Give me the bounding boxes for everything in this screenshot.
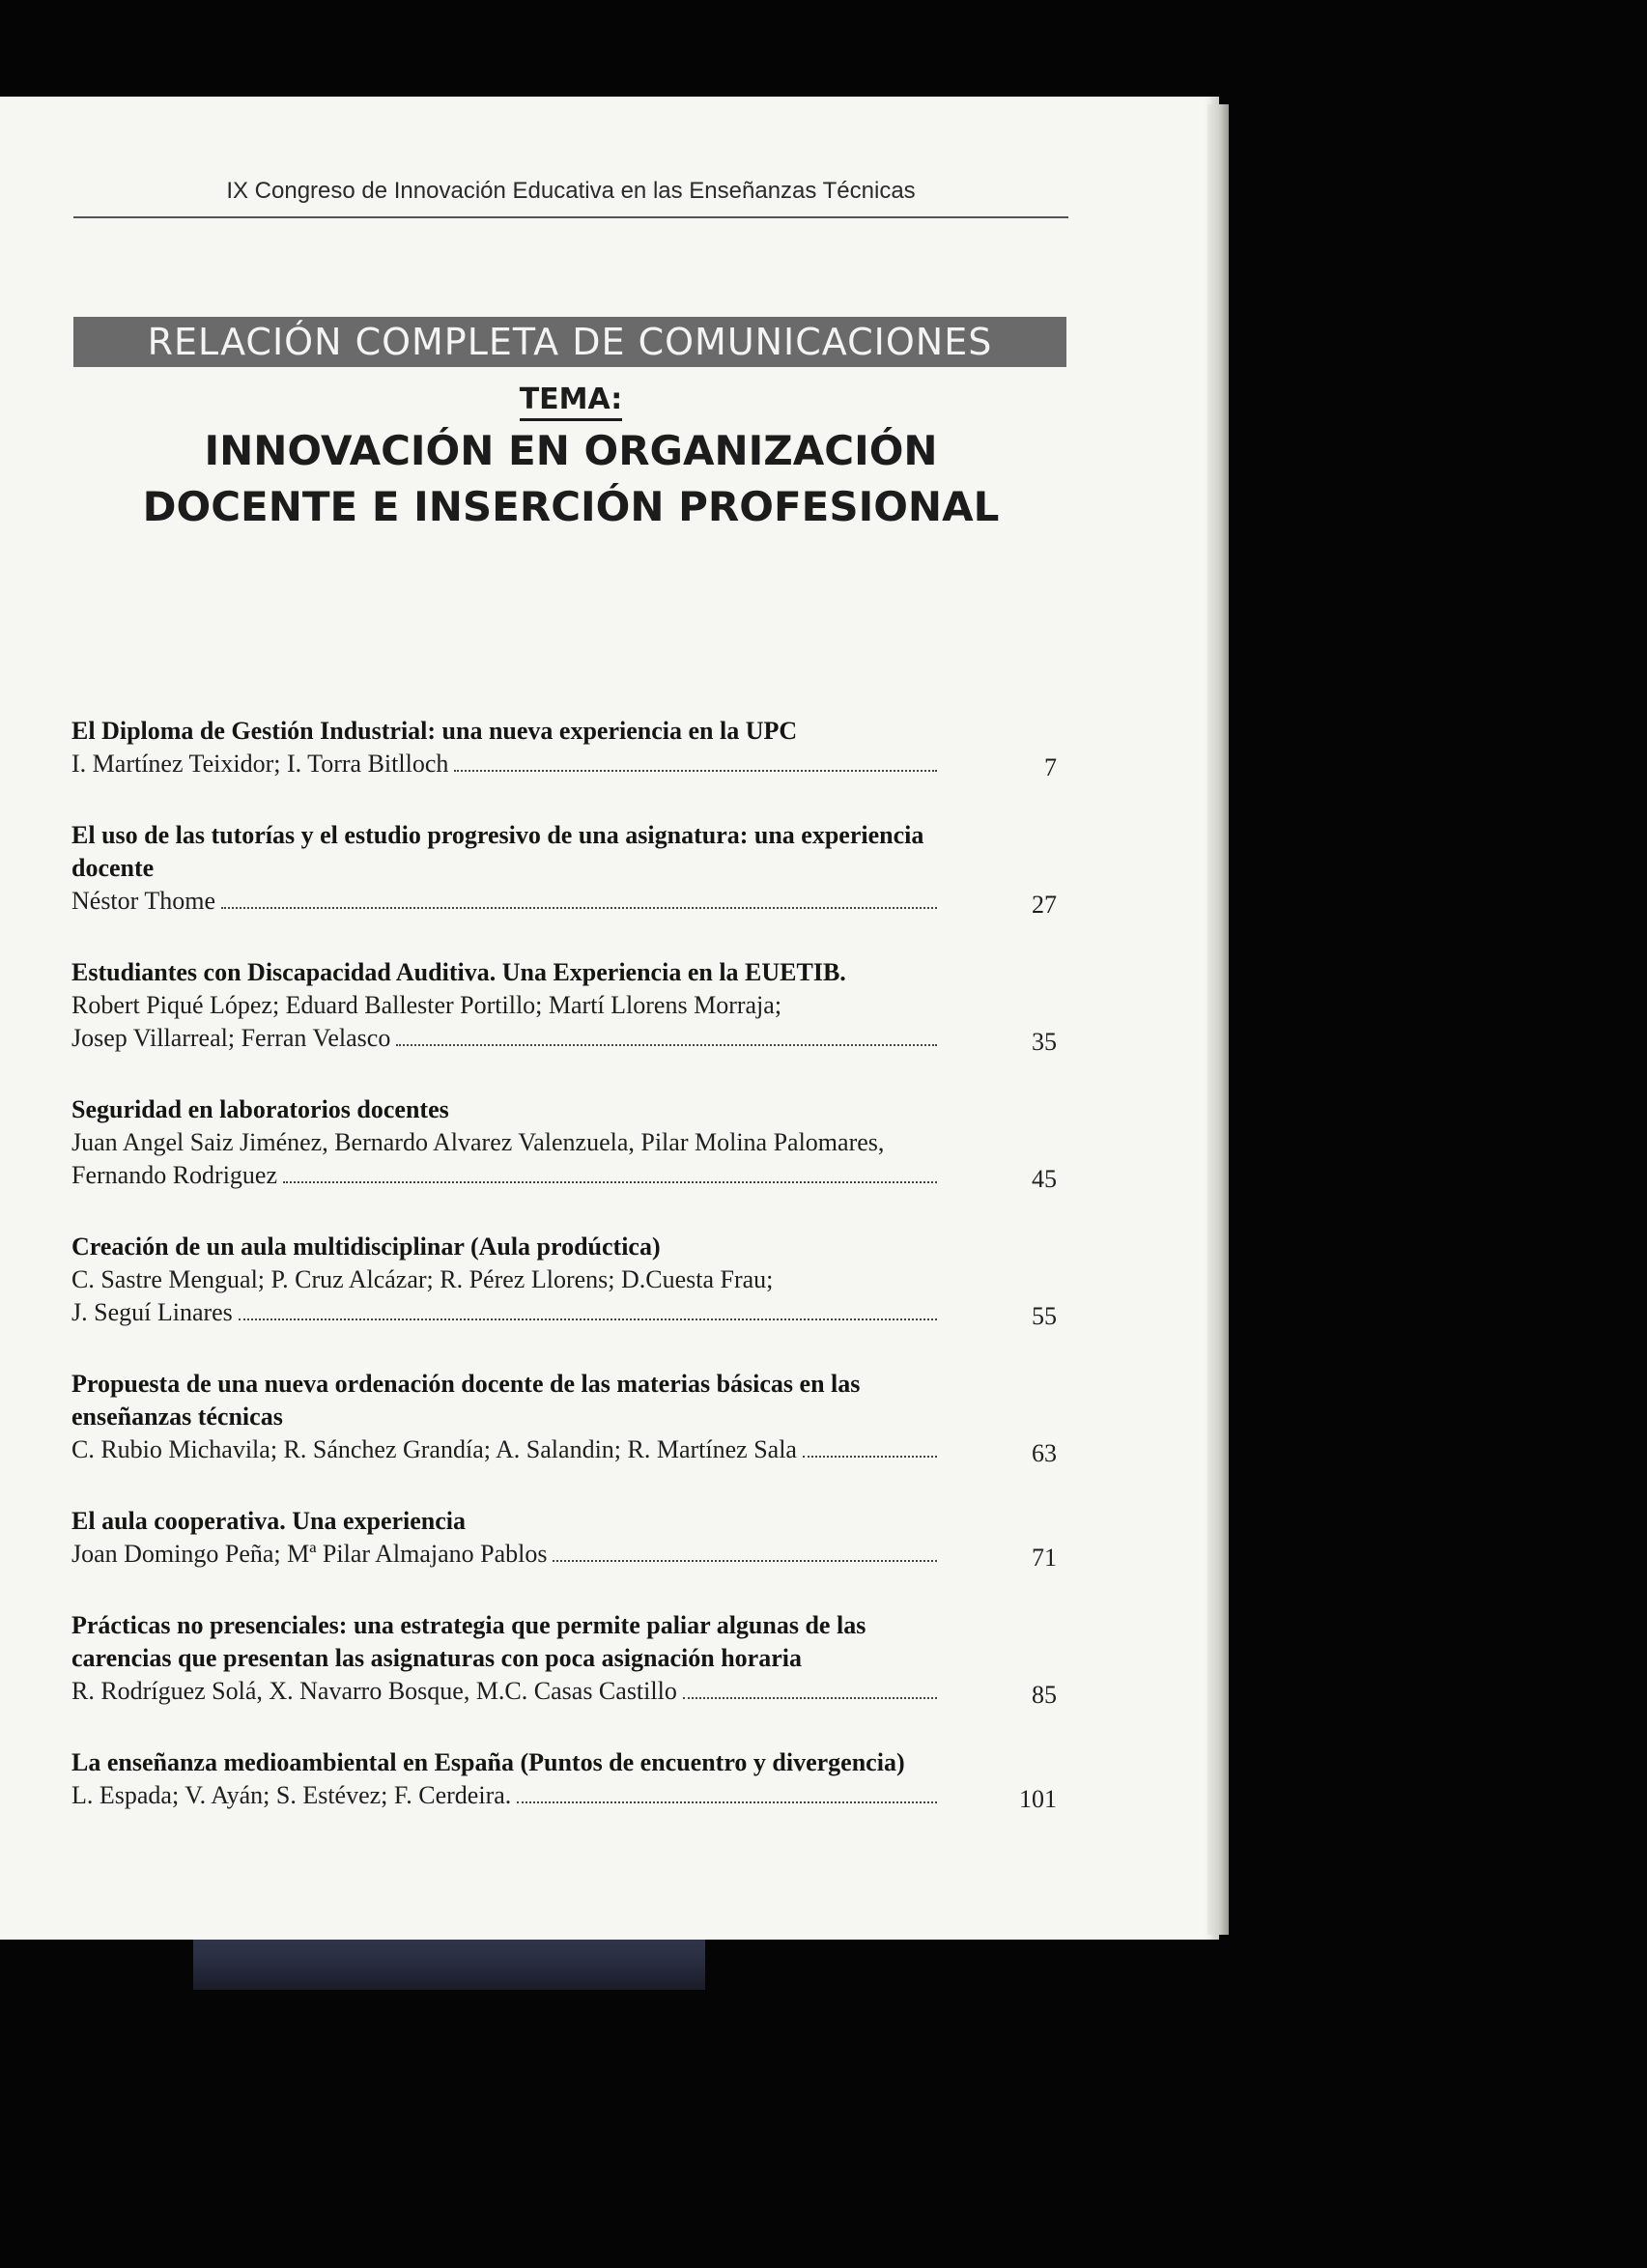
entry-title: El uso de las tutorías y el estudio progresivo de una asignatura: una experiencia docente xyxy=(71,821,924,882)
entry-page-number: 71 xyxy=(1032,1544,1057,1572)
entry-author-line xyxy=(71,1433,941,1466)
entry-page-number: 63 xyxy=(1032,1439,1057,1467)
entry-authors: Néstor Thome xyxy=(71,887,215,915)
entry-authors: R. Rodríguez Solá, X. Navarro Bosque, M.C. Casas Castillo xyxy=(71,1677,677,1705)
tema-label xyxy=(73,383,1068,416)
entry-authors-line-1: C. Sastre Mengual; P. Cruz Alcázar; R. Pérez Llorens; D.Cuesta Frau; xyxy=(71,1265,774,1293)
toc-entry[interactable] xyxy=(71,1746,1057,1812)
dot-leader xyxy=(803,1456,937,1458)
entry-author-line xyxy=(71,1779,941,1812)
entry-title: Propuesta de una nueva ordenación docente de las materias básicas en las enseñanzas técnicas xyxy=(71,1370,861,1431)
toc-entry[interactable] xyxy=(71,715,1057,780)
entry-page-number: 45 xyxy=(1032,1165,1057,1193)
entry-authors: L. Espada; V. Ayán; S. Estévez; F. Cerdeira. xyxy=(71,1781,512,1809)
dot-leader xyxy=(396,1044,937,1046)
entry-title: El aula cooperativa. Una experiencia xyxy=(71,1507,467,1535)
toc-entry[interactable] xyxy=(71,1609,1057,1708)
entry-author-line xyxy=(71,1675,941,1708)
header-rule xyxy=(73,216,1068,218)
entry-authors: Fernando Rodriguez xyxy=(71,1161,278,1189)
page-stack-edge xyxy=(1207,104,1229,1935)
toc-entry[interactable] xyxy=(71,1368,1057,1466)
dot-leader xyxy=(683,1697,937,1699)
entry-page-number: 101 xyxy=(1019,1785,1057,1813)
entry-page-number: 7 xyxy=(1044,753,1057,781)
entry-authors-line-1: Robert Piqué López; Eduard Ballester Portillo; Martí Llorens Morraja; xyxy=(71,991,782,1019)
entry-authors: I. Martínez Teixidor; I. Torra Bitlloch xyxy=(71,750,449,778)
dot-leader xyxy=(553,1560,937,1562)
book-page xyxy=(0,97,1219,1940)
entry-author-line xyxy=(71,1159,941,1192)
tema-title-line-2: DOCENTE E INSERCIÓN PROFESIONAL xyxy=(142,483,1000,530)
dot-leader xyxy=(283,1181,937,1183)
dot-leader xyxy=(454,770,937,772)
tema-title-line-1: INNOVACIÓN EN ORGANIZACIÓN xyxy=(204,427,938,474)
entry-title: Creación de un aula multidisciplinar (Aula prodúctica) xyxy=(71,1233,661,1261)
entry-authors: J. Seguí Linares xyxy=(71,1298,233,1326)
entry-author-line xyxy=(71,885,941,918)
toc-entry[interactable] xyxy=(71,1231,1057,1329)
entry-page-number: 35 xyxy=(1032,1028,1057,1056)
entry-title: La enseñanza medioambiental en España (Puntos de encuentro y divergencia) xyxy=(71,1748,905,1776)
toc-entry[interactable] xyxy=(71,1505,1057,1571)
entry-authors: Josep Villarreal; Ferran Velasco xyxy=(71,1024,391,1052)
table-of-contents xyxy=(71,715,1057,1851)
toc-entry[interactable] xyxy=(71,819,1057,918)
running-head: IX Congreso de Innovación Educativa en las Enseñanzas Técnicas xyxy=(226,178,916,204)
dot-leader xyxy=(239,1318,937,1320)
entry-page-number: 27 xyxy=(1032,891,1057,919)
entry-authors: Joan Domingo Peña; Mª Pilar Almajano Pablos xyxy=(71,1540,548,1568)
entry-authors-line-1: Juan Angel Saiz Jiménez, Bernardo Alvarez Valenzuela, Pilar Molina Palomares, xyxy=(71,1128,885,1156)
entry-author-line xyxy=(71,1296,941,1329)
toc-entry[interactable] xyxy=(71,1093,1057,1192)
entry-author-line xyxy=(71,1022,941,1055)
entry-title: Prácticas no presenciales: una estrategia que permite paliar algunas de las carencias que presentan las asignaturas con poca asignación horaria xyxy=(71,1611,866,1672)
dot-leader xyxy=(517,1801,937,1803)
entry-page-number: 55 xyxy=(1032,1302,1057,1330)
tema-title xyxy=(73,423,1068,535)
toc-entry[interactable] xyxy=(71,956,1057,1055)
section-banner: RELACIÓN COMPLETA DE COMUNICACIONES xyxy=(73,317,1066,367)
entry-page-number: 85 xyxy=(1032,1681,1057,1709)
entry-title: Estudiantes con Discapacidad Auditiva. Una Experiencia en la EUETIB. xyxy=(71,958,846,986)
entry-title: Seguridad en laboratorios docentes xyxy=(71,1095,449,1123)
entry-author-line xyxy=(71,748,941,780)
tema-label-text: TEMA: xyxy=(520,383,623,421)
entry-title: El Diploma de Gestión Industrial: una nueva experiencia en la UPC xyxy=(71,717,798,745)
dot-leader xyxy=(221,907,937,909)
entry-authors: C. Rubio Michavila; R. Sánchez Grandía; A. Salandin; R. Martínez Sala xyxy=(71,1435,797,1463)
entry-author-line xyxy=(71,1538,941,1571)
